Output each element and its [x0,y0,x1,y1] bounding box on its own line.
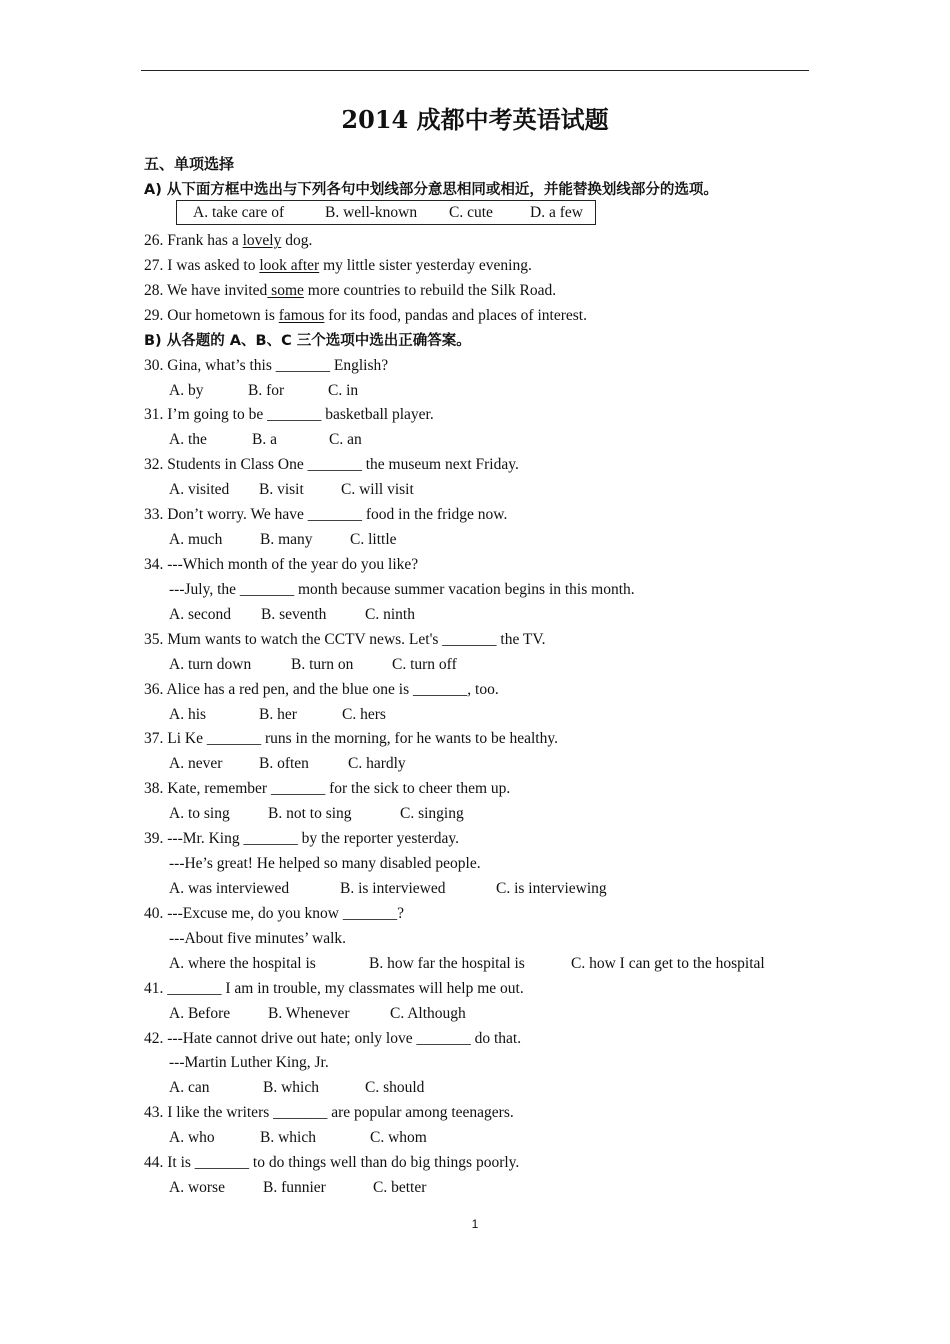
answer-option[interactable]: B. turn on [291,655,354,673]
part-b-instruction [144,329,824,354]
answer-option[interactable]: A. never [169,755,223,773]
part-b-label: B) [144,332,162,349]
underlined-phrase: some [267,281,304,299]
question-line: 30. Gina, what’s this _______ English? [144,356,389,374]
answer-option[interactable]: C. is interviewing [496,879,607,897]
answer-option[interactable]: A. Before [169,1004,231,1022]
answer-option[interactable]: A. the [169,431,207,449]
box-option: C. cute [449,203,493,221]
box-option: A. take care of [193,203,285,221]
answer-option[interactable]: B. for [248,381,285,399]
answer-options [144,603,824,628]
answer-option[interactable]: B. Whenever [268,1004,350,1022]
part-a-label: A) [144,182,162,198]
section-heading: 五、单项选择 [144,155,235,173]
question-line: 34. ---Which month of the year do you like? [144,555,419,573]
part-b-text: 从各题的 A、B、C 三个选项中选出正确答案。 [166,332,471,349]
page-number: 1 [471,1217,479,1231]
answer-option[interactable]: B. her [259,705,297,723]
question-line: 37. Li Ke _______ runs in the morning, for he wants to be healthy. [144,730,558,748]
answer-option[interactable]: C. Although [390,1004,466,1022]
answer-options [144,379,824,404]
question-line: 43. I like the writers _______ are popular among teenagers. [144,1104,514,1122]
underlined-phrase: lovely [242,232,282,249]
answer-options [144,1002,824,1027]
question-line: ---He’s great! He helped so many disabled people. [169,855,481,873]
question-line: ---About five minutes’ walk. [169,929,347,947]
answer-option[interactable]: C. singing [400,805,464,823]
answer-options [144,703,824,728]
answer-option[interactable]: B. which [260,1129,316,1147]
question-line: 32. Students in Class One _______ the museum next Friday. [144,456,519,474]
answer-options [144,1126,824,1151]
page-title: 2014 成都中考英语试题 [341,105,609,134]
question-line: 28. We have invited some more countries to rebuild the Silk Road. [144,281,557,299]
answer-option[interactable]: A. where the hospital is [169,954,316,972]
answer-option[interactable]: C. hers [342,705,386,723]
answer-option[interactable]: A. by [169,381,204,399]
answer-option[interactable]: A. was interviewed [169,879,290,897]
answer-option[interactable]: B. many [260,531,313,549]
question-line: 33. Don’t worry. We have _______ food in the fridge now. [144,506,508,524]
answer-option[interactable]: A. worse [169,1179,225,1197]
answer-option[interactable]: B. not to sing [268,805,352,823]
answer-option[interactable]: B. funnier [263,1179,326,1197]
answer-option[interactable]: C. little [350,531,397,549]
answer-option[interactable]: A. his [169,705,207,723]
answer-option[interactable]: A. second [169,605,231,623]
answer-option[interactable]: C. whom [370,1129,427,1147]
answer-option[interactable]: C. in [328,381,359,399]
question-line: ---Martin Luther King, Jr. [169,1054,329,1072]
part-a-text: 从下面方框中选出与下列各句中划线部分意思相同或相近，并能替换划线部分的选项。 [166,182,718,198]
question-line: 27. I was asked to look after my little sister yesterday evening. [144,256,532,274]
question-line: 41. _______ I am in trouble, my classmates will help me out. [144,979,524,997]
answer-option[interactable]: B. is interviewed [340,879,446,897]
answer-options [144,1176,824,1201]
answer-option[interactable]: A. can [169,1079,210,1097]
question-line: 44. It is _______ to do things well than do big things poorly. [144,1154,520,1172]
answer-options [144,428,824,453]
answer-options [144,1076,824,1101]
answer-options [144,528,824,553]
answer-option[interactable]: B. how far the hospital is [369,954,525,972]
answer-option[interactable]: C. turn off [392,655,457,673]
answer-options [144,877,824,902]
answer-options [144,802,824,827]
question-list [144,229,824,1201]
answer-options [144,952,824,977]
answer-option[interactable]: C. better [373,1179,427,1197]
answer-option[interactable]: C. will visit [341,481,414,499]
answer-option[interactable]: C. should [365,1079,425,1097]
answer-option[interactable]: A. turn down [169,655,252,673]
answer-option[interactable]: C. ninth [365,605,415,623]
answer-option[interactable]: B. visit [259,481,304,499]
box-option: D. a few [530,203,583,221]
underlined-phrase: famous [278,306,325,324]
question-line: ---July, the _______ month because summer vacation begins in this month. [169,580,635,598]
answer-option[interactable]: C. how I can get to the hospital [571,954,765,972]
answer-option[interactable]: A. much [169,531,223,549]
question-line: 38. Kate, remember _______ for the sick to cheer them up. [144,780,511,798]
part-a-instruction [144,178,718,199]
answer-option[interactable]: C. hardly [348,755,406,773]
question-line: 31. I’m going to be _______ basketball player. [144,406,434,424]
answer-option[interactable]: A. visited [169,481,230,499]
answer-options [144,478,824,503]
question-line: 42. ---Hate cannot drive out hate; only love _______ do that. [144,1029,522,1047]
answer-option[interactable]: C. an [329,431,362,449]
question-line: 35. Mum wants to watch the CCTV news. Let's _______ the TV. [144,630,546,648]
question-line: 26. Frank has a lovely dog. [144,232,313,249]
answer-option[interactable]: A. who [169,1129,215,1147]
question-line: 29. Our hometown is famous for its food, pandas and places of interest. [144,306,587,324]
question-line: 39. ---Mr. King _______ by the reporter yesterday. [144,830,459,848]
header-rule [141,70,809,71]
answer-option[interactable]: B. seventh [261,605,327,623]
answer-option[interactable]: B. a [252,431,277,449]
question-line: 36. Alice has a red pen, and the blue one is _______, too. [144,680,499,698]
box-option: B. well-known [325,203,418,221]
answer-option[interactable]: B. often [259,755,309,773]
answer-options [144,653,824,678]
answer-option[interactable]: A. to sing [169,805,230,823]
underlined-phrase: look after [259,256,320,274]
question-line: 40. ---Excuse me, do you know _______? [144,904,405,922]
answer-option[interactable]: B. which [263,1079,319,1097]
answer-options [144,752,824,777]
options-box [176,200,596,225]
